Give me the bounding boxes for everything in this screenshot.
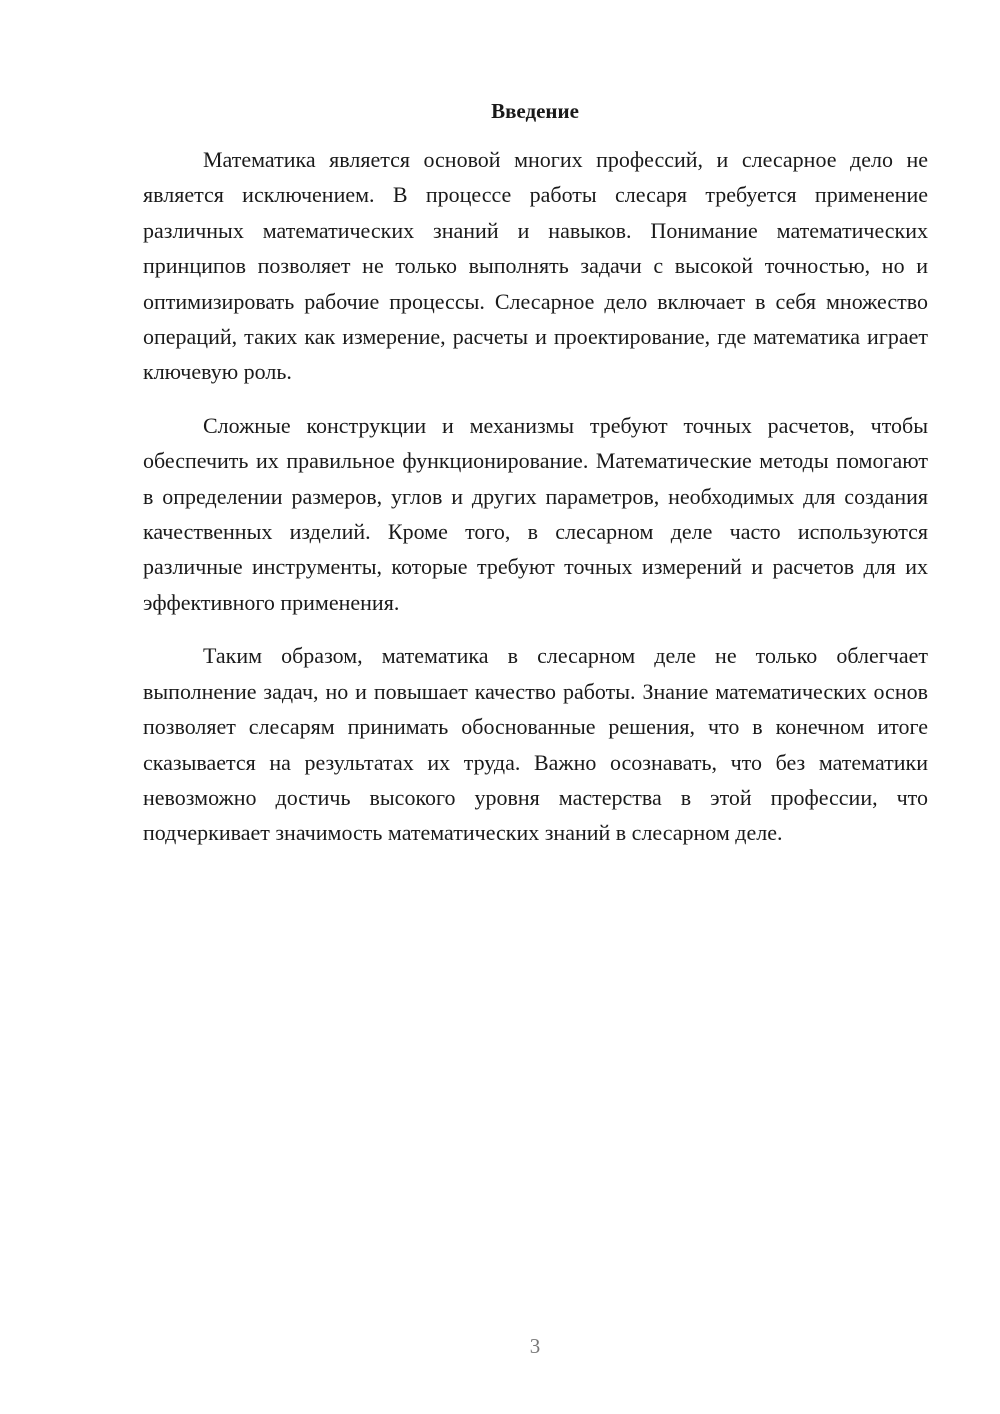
- paragraph: Таким образом, математика в слесарном деле не только облегчает выполнение задач, но и повышает качество работы. Знание математических основ позволяет слесарям принимать обоснованные решения, что в конечном итоге сказывается на результатах их труда. Важно осознавать, что без математики невозможно достичь высокого уровня мастерства в этой профессии, что подчеркивает значимость математических знаний в слесарном деле.: [143, 643, 928, 846]
- paragraph: Сложные конструкции и механизмы требуют точных расчетов, чтобы обеспечить их правильное функционирование. Математические методы помогают в определении размеров, углов и других параметров, необходимых для создания качественных изделий. Кроме того, в слесарном деле часто используются различные инструменты, которые требуют точных измерений и расчетов для их эффективного применения.: [143, 412, 928, 615]
- page-number: 3: [529, 1334, 541, 1358]
- paragraph: Математика является основой многих профессий, и слесарное дело не является исключением. В процессе работы слесаря требуется применение различных математических знаний и навыков. Понимание математических принципов позволяет не только выполнять задачи с высокой точностью, но и оптимизировать рабочие процессы. Слесарное дело включает в себя множество операций, таких как измерение, расчеты и проектирование, где математика играет ключевую роль.: [143, 147, 928, 385]
- body-text: [143, 142, 928, 851]
- section-heading: Введение: [491, 99, 579, 123]
